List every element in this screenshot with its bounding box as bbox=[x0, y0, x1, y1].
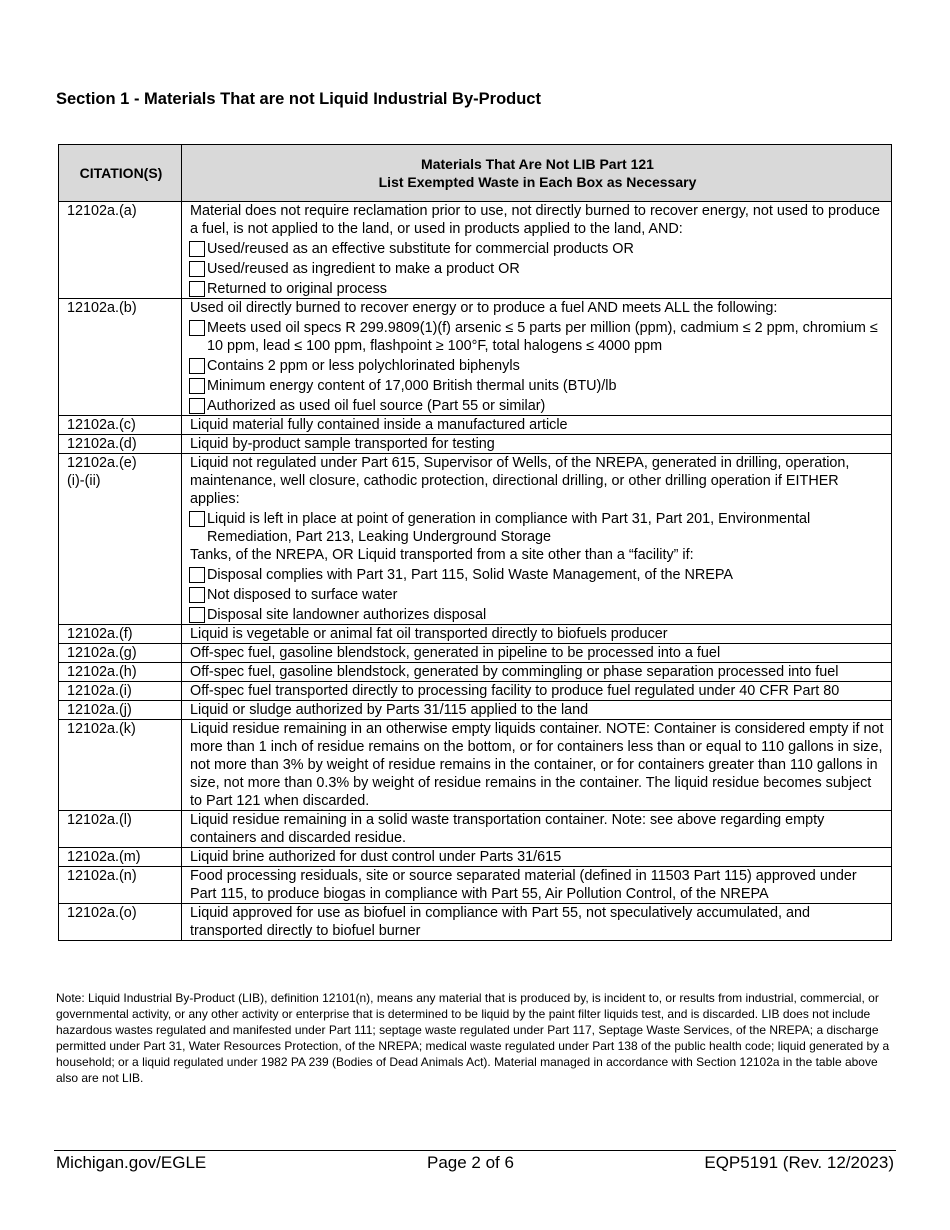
description-column-header bbox=[182, 145, 892, 202]
checkbox[interactable] bbox=[189, 320, 205, 336]
citation-cell: 12102a.(n) bbox=[59, 867, 182, 904]
header-line-2: List Exempted Waste in Each Box as Necessary bbox=[378, 174, 697, 190]
table-row bbox=[59, 454, 892, 625]
checkbox[interactable] bbox=[189, 358, 205, 374]
checkbox-label: Meets used oil specs R 299.9809(1)(f) arsenic ≤ 5 parts per million (ppm), cadmium ≤ 2 ppm, chromium ≤ 10 ppm, lead ≤ 100 ppm, flashpoint ≥ 100°F, total halogens ≤ 4000 ppm bbox=[207, 320, 878, 354]
description-cell: Off-spec fuel transported directly to processing facility to produce fuel regulated under 40 CFR Part 80 bbox=[182, 682, 892, 701]
checkbox-option[interactable] bbox=[190, 510, 885, 546]
table-row bbox=[59, 299, 892, 416]
citation-cell: 12102a.(h) bbox=[59, 663, 182, 682]
checkbox[interactable] bbox=[189, 567, 205, 583]
description-cell: Off-spec fuel, gasoline blendstock, generated by commingling or phase separation processed into fuel bbox=[182, 663, 892, 682]
lib-definition-note: Note: Liquid Industrial By-Product (LIB), definition 12101(n), means any material that is produced by, is incident to, or results from industrial, commercial, or governmental activity, or any other activity or enterprise that is determined to be liquid by the paint filter liquids test, and is discarded. LIB does not include hazardous wastes regulated and manifested under Part 111; septage waste regulated under Part 117, Septage Waste Services, of the NREPA; a discharge permitted under Part 31, Water Resources Protection, of the NREPA; medical waste regulated under Part 138 of the public health code; liquid generated by a household; or a liquid regulated under 1982 PA 239 (Bodies of Dead Animals Act). Material managed in accordance with Section 12102a in the table above also are not LIB. bbox=[56, 991, 890, 1085]
footer-divider bbox=[54, 1150, 896, 1151]
table-row bbox=[59, 682, 892, 701]
footer-website-link[interactable]: Michigan.gov/EGLE bbox=[56, 1153, 207, 1172]
table-row bbox=[59, 663, 892, 682]
footer-page-number: Page 2 of 6 bbox=[427, 1153, 514, 1172]
checkbox-option[interactable] bbox=[190, 377, 885, 395]
checkbox[interactable] bbox=[189, 607, 205, 623]
checkbox-label: Minimum energy content of 17,000 British thermal units (BTU)/lb bbox=[207, 378, 617, 394]
description-cell: Liquid residue remaining in a solid waste transportation container. Note: see above regarding empty containers and discarded residue. bbox=[182, 811, 892, 848]
checkbox-label: Liquid is left in place at point of generation in compliance with Part 31, Part 201, Environmental Remediation, Part 213, Leaking Underground Storage bbox=[207, 511, 811, 545]
checkbox-option[interactable] bbox=[190, 240, 885, 258]
description-cell bbox=[182, 299, 892, 416]
table-row bbox=[59, 720, 892, 811]
checkbox-option[interactable] bbox=[190, 280, 885, 298]
checkbox-label: Returned to original process bbox=[207, 281, 387, 297]
checkbox-option[interactable] bbox=[190, 586, 885, 604]
row-text: Used oil directly burned to recover energy or to produce a fuel AND meets ALL the following: bbox=[190, 300, 778, 316]
checkbox[interactable] bbox=[189, 281, 205, 297]
table-row bbox=[59, 867, 892, 904]
checkbox[interactable] bbox=[189, 398, 205, 414]
table-header-row bbox=[59, 145, 892, 202]
citation-cell: 12102a.(i) bbox=[59, 682, 182, 701]
table-row bbox=[59, 904, 892, 941]
checkbox-label: Disposal complies with Part 31, Part 115, Solid Waste Management, of the NREPA bbox=[207, 567, 734, 583]
table-row bbox=[59, 701, 892, 720]
description-cell: Liquid material fully contained inside a manufactured article bbox=[182, 416, 892, 435]
row-text: Liquid not regulated under Part 615, Supervisor of Wells, of the NREPA, generated in drilling, operation, maintenance, well closure, cathodic protection, directional drilling, or other drilling operation if EITHER applies: bbox=[190, 455, 850, 507]
checkbox-label: Used/reused as an effective substitute for commercial products OR bbox=[207, 241, 634, 257]
citation-cell bbox=[59, 454, 182, 625]
table-row bbox=[59, 811, 892, 848]
footer-form-number: EQP5191 (Rev. 12/2023) bbox=[704, 1153, 894, 1172]
description-cell: Liquid or sludge authorized by Parts 31/115 applied to the land bbox=[182, 701, 892, 720]
checkbox[interactable] bbox=[189, 261, 205, 277]
checkbox-option[interactable] bbox=[190, 397, 885, 415]
checkbox[interactable] bbox=[189, 587, 205, 603]
citation-cell: 12102a.(f) bbox=[59, 625, 182, 644]
exemptions-table bbox=[58, 144, 892, 941]
description-cell: Liquid approved for use as biofuel in compliance with Part 55, not speculatively accumulated, and transported directly to biofuel burner bbox=[182, 904, 892, 941]
row-text: Material does not require reclamation prior to use, not directly burned to recover energy, not used to produce a fuel, is not applied to the land, or used in products applied to the land, AND: bbox=[190, 203, 881, 237]
table-row bbox=[59, 416, 892, 435]
header-line-1: Materials That Are Not LIB Part 121 bbox=[421, 156, 654, 172]
citation-cell: 12102a.(k) bbox=[59, 720, 182, 811]
checkbox-label: Authorized as used oil fuel source (Part 55 or similar) bbox=[207, 398, 546, 414]
citation-cell: 12102a.(d) bbox=[59, 435, 182, 454]
citation-line-2: (i)-(ii) bbox=[67, 473, 101, 489]
citation-cell: 12102a.(c) bbox=[59, 416, 182, 435]
description-cell: Off-spec fuel, gasoline blendstock, generated in pipeline to be processed into a fuel bbox=[182, 644, 892, 663]
description-cell: Liquid is vegetable or animal fat oil transported directly to biofuels producer bbox=[182, 625, 892, 644]
checkbox-label: Used/reused as ingredient to make a product OR bbox=[207, 261, 520, 277]
table-row bbox=[59, 644, 892, 663]
description-cell: Liquid residue remaining in an otherwise empty liquids container. NOTE: Container is considered empty if not more than 1 inch of residue remains on the bottom, or for containers less than or equal to 110 gallons in size, not more than 3% by weight of residue remains in the container, or for containers greater than 110 gallons in size, not more than 0.3% by weight of residue remains in the container. The liquid residue becomes subject to Part 121 when discarded. bbox=[182, 720, 892, 811]
table-row bbox=[59, 625, 892, 644]
citation-line-1: 12102a.(e) bbox=[67, 455, 137, 471]
description-cell: Food processing residuals, site or source separated material (defined in 11503 Part 115) approved under Part 115, to produce biogas in compliance with Part 55, Air Pollution Control, of the NREPA bbox=[182, 867, 892, 904]
checkbox-option[interactable] bbox=[190, 319, 885, 355]
citation-cell: 12102a.(l) bbox=[59, 811, 182, 848]
citation-cell: 12102a.(j) bbox=[59, 701, 182, 720]
description-cell: Liquid brine authorized for dust control under Parts 31/615 bbox=[182, 848, 892, 867]
citation-column-header: CITATION(S) bbox=[59, 145, 182, 202]
citation-cell: 12102a.(a) bbox=[59, 202, 182, 299]
checkbox[interactable] bbox=[189, 511, 205, 527]
description-cell: Liquid by-product sample transported for testing bbox=[182, 435, 892, 454]
citation-cell: 12102a.(g) bbox=[59, 644, 182, 663]
description-cell bbox=[182, 202, 892, 299]
checkbox[interactable] bbox=[189, 241, 205, 257]
checkbox-option[interactable] bbox=[190, 566, 885, 584]
checkbox-option[interactable] bbox=[190, 357, 885, 375]
table-row bbox=[59, 202, 892, 299]
citation-cell: 12102a.(o) bbox=[59, 904, 182, 941]
checkbox[interactable] bbox=[189, 378, 205, 394]
checkbox-option[interactable] bbox=[190, 606, 885, 624]
citation-cell: 12102a.(b) bbox=[59, 299, 182, 416]
checkbox-label: Contains 2 ppm or less polychlorinated biphenyls bbox=[207, 358, 520, 374]
checkbox-option[interactable] bbox=[190, 260, 885, 278]
citation-cell: 12102a.(m) bbox=[59, 848, 182, 867]
table-row bbox=[59, 848, 892, 867]
section-title: Section 1 - Materials That are not Liquid Industrial By-Product bbox=[56, 90, 541, 108]
row-mid-text: Tanks, of the NREPA, OR Liquid transported from a site other than a “facility” if: bbox=[190, 547, 694, 563]
description-cell bbox=[182, 454, 892, 625]
checkbox-label: Not disposed to surface water bbox=[207, 587, 398, 603]
table-row bbox=[59, 435, 892, 454]
checkbox-label: Disposal site landowner authorizes disposal bbox=[207, 607, 487, 623]
